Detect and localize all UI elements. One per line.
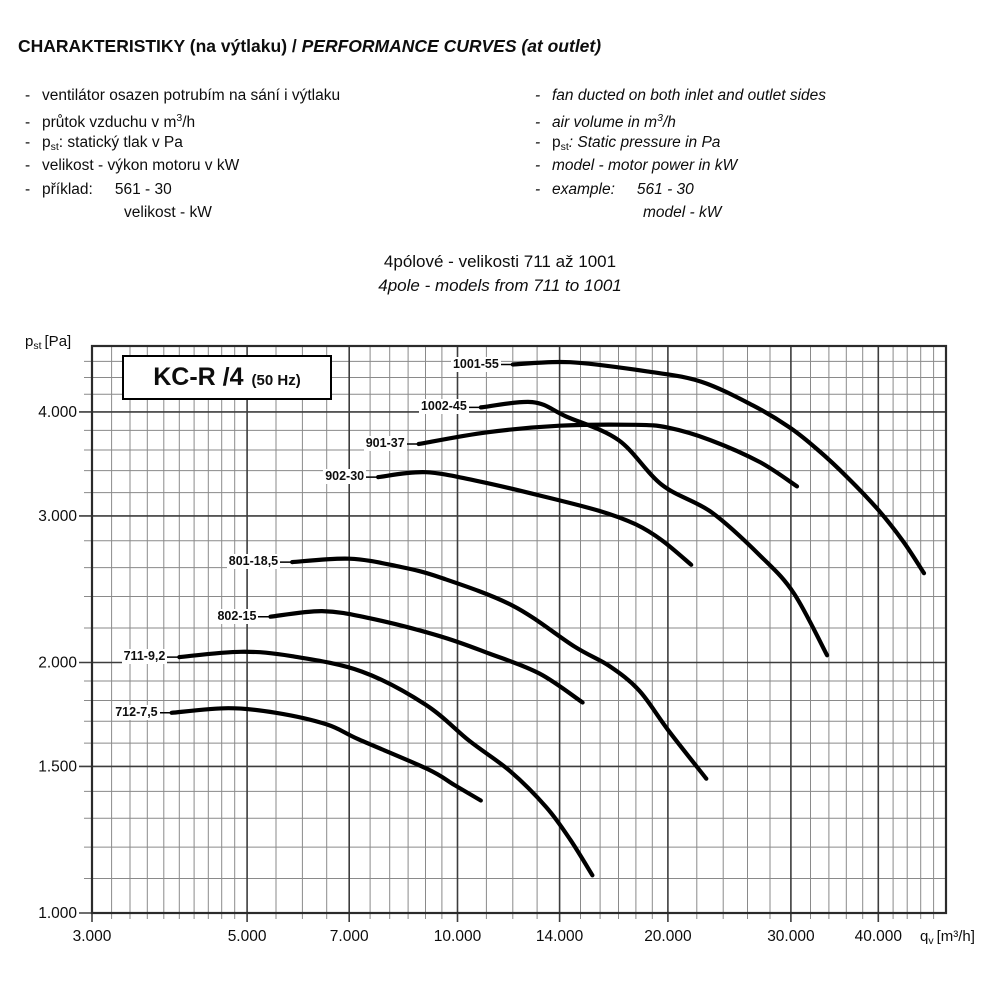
x-tick-label: 20.000 [644,928,692,945]
note-text: fan ducted on both inlet and outlet sides [552,87,827,104]
note-text: air volume in m [552,114,658,132]
x-tick-label: 10.000 [433,928,482,945]
y-tick-label: 1.000 [38,905,77,922]
x-tick-label: 40.000 [854,928,903,945]
x-tick-label: 3.000 [72,928,112,945]
curve-label-712-7,5: 712-7,5 [115,704,158,719]
y-tick-label: 1.500 [38,758,77,776]
note-text: velikost - výkon motoru v kW [42,157,240,175]
curve-label-1002-45: 1002-45 [420,399,467,414]
note-text: 3 [176,112,183,125]
list-dash: - [535,87,541,104]
chart-title-frequency: (50 Hz) [251,372,301,389]
note-text: /h [662,114,676,132]
y-tick-label: 3.000 [38,507,77,525]
chart-title-box [122,355,332,400]
note-text: průtok vzduchu v m [42,114,177,132]
note-text: example: [552,180,615,198]
note-text: : Static pressure in Pa [568,133,721,151]
y-tick-label: 2.000 [38,654,77,672]
x-tick-label: 5.000 [227,928,267,945]
page-title-separator: / [287,36,302,56]
note-text: model - motor power in kW [552,157,738,175]
list-dash: - [535,157,541,175]
y-tick-label: 4.000 [38,403,77,421]
note-text: příklad: [42,180,93,198]
x-tick-label: 14.000 [535,928,584,945]
curve-label-902-30: 902-30 [325,469,365,484]
note-text: velikost - kW [124,203,212,221]
curve-label-901-37: 901-37 [365,436,405,450]
note-text: 561 - 30 [636,180,694,198]
note-text: p [552,133,561,151]
curve-label-801-18,5: 801-18,5 [228,554,279,569]
page-title-czech: CHARAKTERISTIKY (na výtlaku) [18,36,288,56]
note-text: model - kW [643,203,722,221]
note-text: : statický tlak v Pa [58,133,183,151]
chart-title: KC-R /4 [153,363,244,391]
plot-border [92,346,946,913]
curve-label-711-9,2: 711-9,2 [123,649,166,664]
curve-label-1001-55: 1001-55 [452,356,499,371]
note-text: st [50,140,59,153]
note-text: p [42,133,51,151]
note-text: ventilátor osazen potrubím na sání i výtlaku [42,87,341,104]
x-tick-label: 7.000 [329,928,369,945]
performance-curve-802-15 [270,611,582,702]
subtitle-czech: 4pólové - velikosti 711 až 1001 [383,252,617,271]
page-title-english: PERFORMANCE CURVES (at outlet) [301,36,602,56]
performance-curve-711-9,2 [179,652,592,876]
list-dash: - [535,133,541,151]
x-tick-label: 30.000 [767,928,815,945]
subtitle-english: 4pole - models from 711 to 1001 [378,276,622,295]
curve-label-802-15: 802-15 [217,608,257,623]
note-text: 3 [657,112,663,125]
note-text: st [560,140,569,153]
list-dash: - [25,157,31,175]
y-axis-label: $p_{st}$ [Pa] [25,333,72,352]
list-dash: - [535,180,541,198]
list-dash: - [25,114,31,132]
note-text: 561 - 30 [114,180,172,198]
list-dash: - [25,180,31,198]
list-dash: - [535,114,541,132]
list-dash: - [25,133,31,151]
x-axis-label: $q_v$ [m³/h] [920,928,975,947]
note-text: /h [182,114,196,132]
list-dash: - [25,87,31,104]
